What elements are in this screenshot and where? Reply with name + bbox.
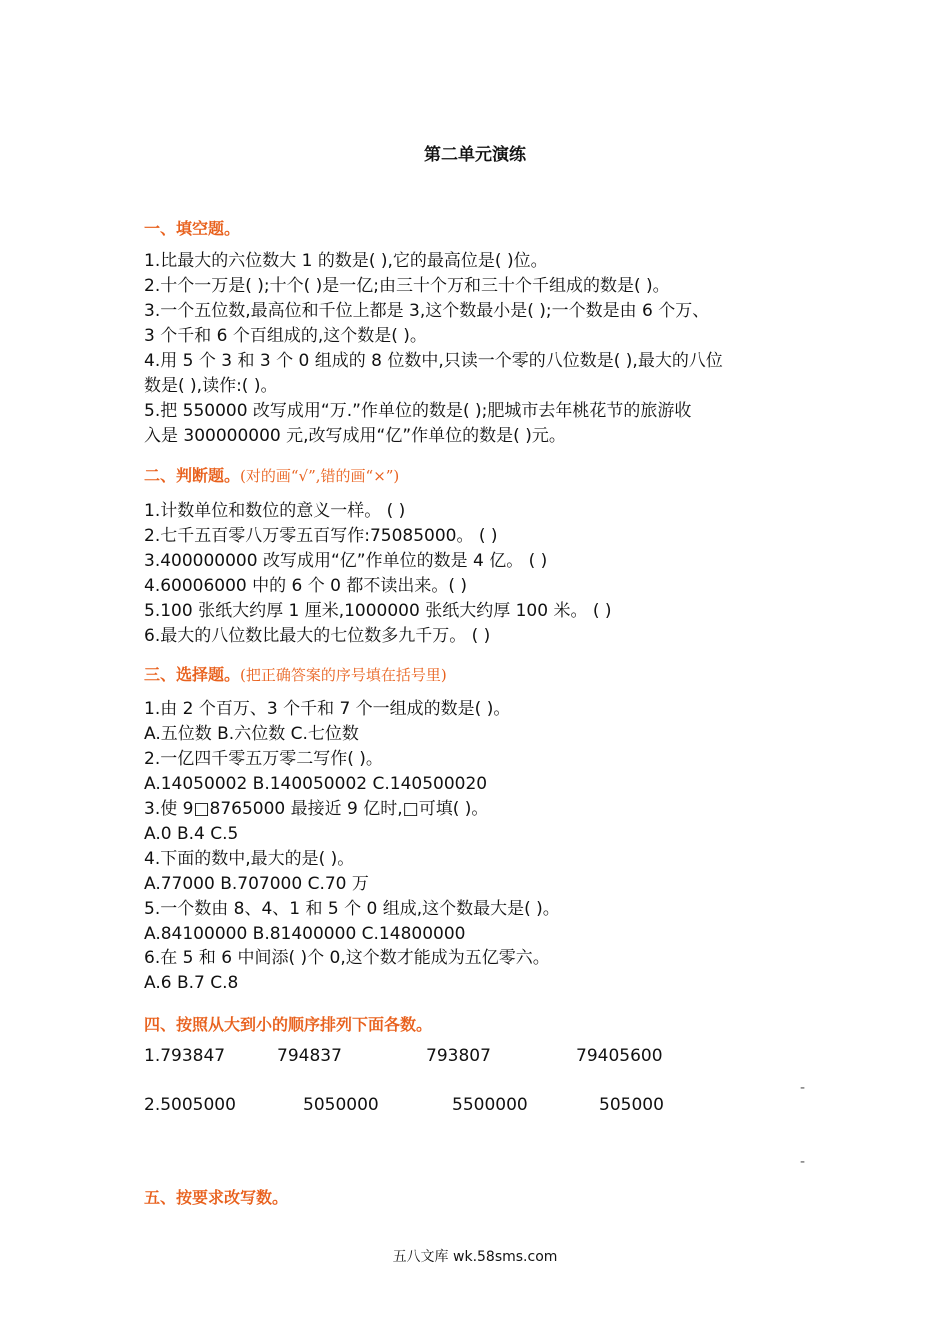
page-title: 第二单元演练 <box>424 145 526 165</box>
section-1-heading: 一、填空题。 <box>144 219 241 238</box>
q4-row-2-value-3: 5500000 <box>452 1095 528 1115</box>
section-3-heading: 三、选择题。(把正确答案的序号填在括号里) <box>144 665 447 684</box>
q4-row-1-value-2: 794837 <box>277 1046 342 1066</box>
q2-line-1: 1.计数单位和数位的意义一样。 ( ) <box>144 501 406 521</box>
section-4-heading: 四、按照从大到小的顺序排列下面各数。 <box>144 1015 433 1034</box>
q4-row-2-value-4: 505000 <box>599 1095 664 1115</box>
q4-row-1-value-3: 793807 <box>426 1046 491 1066</box>
q4-row-2-value-1: 2.5005000 <box>144 1095 236 1115</box>
q3-line-6: A.0 B.4 C.5 <box>144 824 239 844</box>
footer-watermark: 五八文库 wk.58sms.com <box>392 1249 558 1265</box>
q1-line-2: 2.十个一万是( );十个( )是一亿;由三十个万和三十个千组成的数是( )。 <box>144 276 670 296</box>
q4-row-1-value-4: 79405600 <box>576 1046 663 1066</box>
q3-line-12: A.6 B.7 C.8 <box>144 973 239 993</box>
section-2-note: (对的画“√”,错的画“×”) <box>240 467 400 485</box>
section-2-heading: 二、判断题。(对的画“√”,错的画“×”) <box>144 466 400 485</box>
q3-line-1: 1.由 2 个百万、3 个千和 7 个一组成的数是( )。 <box>144 699 511 719</box>
q3-line-11: 6.在 5 和 6 中间添( )个 0,这个数才能成为五亿零六。 <box>144 948 550 968</box>
q4-row-1-value-1: 1.793847 <box>144 1046 226 1066</box>
q3-line-9: 5.一个数由 8、4、1 和 5 个 0 组成,这个数最大是( )。 <box>144 899 560 919</box>
q2-line-2: 2.七千五百零八万零五百写作:75085000。 ( ) <box>144 526 498 546</box>
q1-line-7: 5.把 550000 改写成用“万.”作单位的数是( );肥城市去年桃花节的旅游收 <box>144 401 692 421</box>
q2-line-6: 6.最大的八位数比最大的七位数多九千万。 ( ) <box>144 626 491 646</box>
q1-line-8: 入是 300000000 元,改写成用“亿”作单位的数是( )元。 <box>144 426 566 446</box>
section-3-note: (把正确答案的序号填在括号里) <box>240 666 447 684</box>
q1-line-6: 数是( ),读作:( )。 <box>144 376 278 396</box>
q3-line-7: 4.下面的数中,最大的是( )。 <box>144 849 355 869</box>
q2-line-3: 3.400000000 改写成用“亿”作单位的数是 4 亿。 ( ) <box>144 551 548 571</box>
q1-line-1: 1.比最大的六位数大 1 的数是( ),它的最高位是( )位。 <box>144 251 548 271</box>
q4-row-2-value-2: 5050000 <box>303 1095 379 1115</box>
section-5-heading: 五、按要求改写数。 <box>144 1188 289 1207</box>
q2-line-4: 4.60006000 中的 6 个 0 都不读出来。( ) <box>144 576 468 596</box>
q1-line-3: 3.一个五位数,最高位和千位上都是 3,这个数最小是( );一个数是由 6 个万、 <box>144 301 710 321</box>
q3-line-10: A.84100000 B.81400000 C.14800000 <box>144 924 466 944</box>
q3-line-3: 2.一亿四千零五万零二写作( )。 <box>144 749 383 769</box>
q1-line-5: 4.用 5 个 3 和 3 个 0 组成的 8 位数中,只读一个零的八位数是( ),最大的八位 <box>144 351 723 371</box>
q3-line-8: A.77000 B.707000 C.70 万 <box>144 874 369 894</box>
dash-mark: - <box>800 1154 806 1170</box>
dash-mark: - <box>800 1080 806 1096</box>
q2-line-5: 5.100 张纸大约厚 1 厘米,1000000 张纸大约厚 100 米。 ( ) <box>144 601 612 621</box>
q3-line-4: A.14050002 B.140050002 C.140500020 <box>144 774 488 794</box>
q3-line-2: A.五位数 B.六位数 C.七位数 <box>144 724 359 744</box>
q1-line-4: 3 个千和 6 个百组成的,这个数是( )。 <box>144 326 427 346</box>
q3-line-5: 3.使 9□8765000 最接近 9 亿时,□可填( )。 <box>144 799 489 819</box>
